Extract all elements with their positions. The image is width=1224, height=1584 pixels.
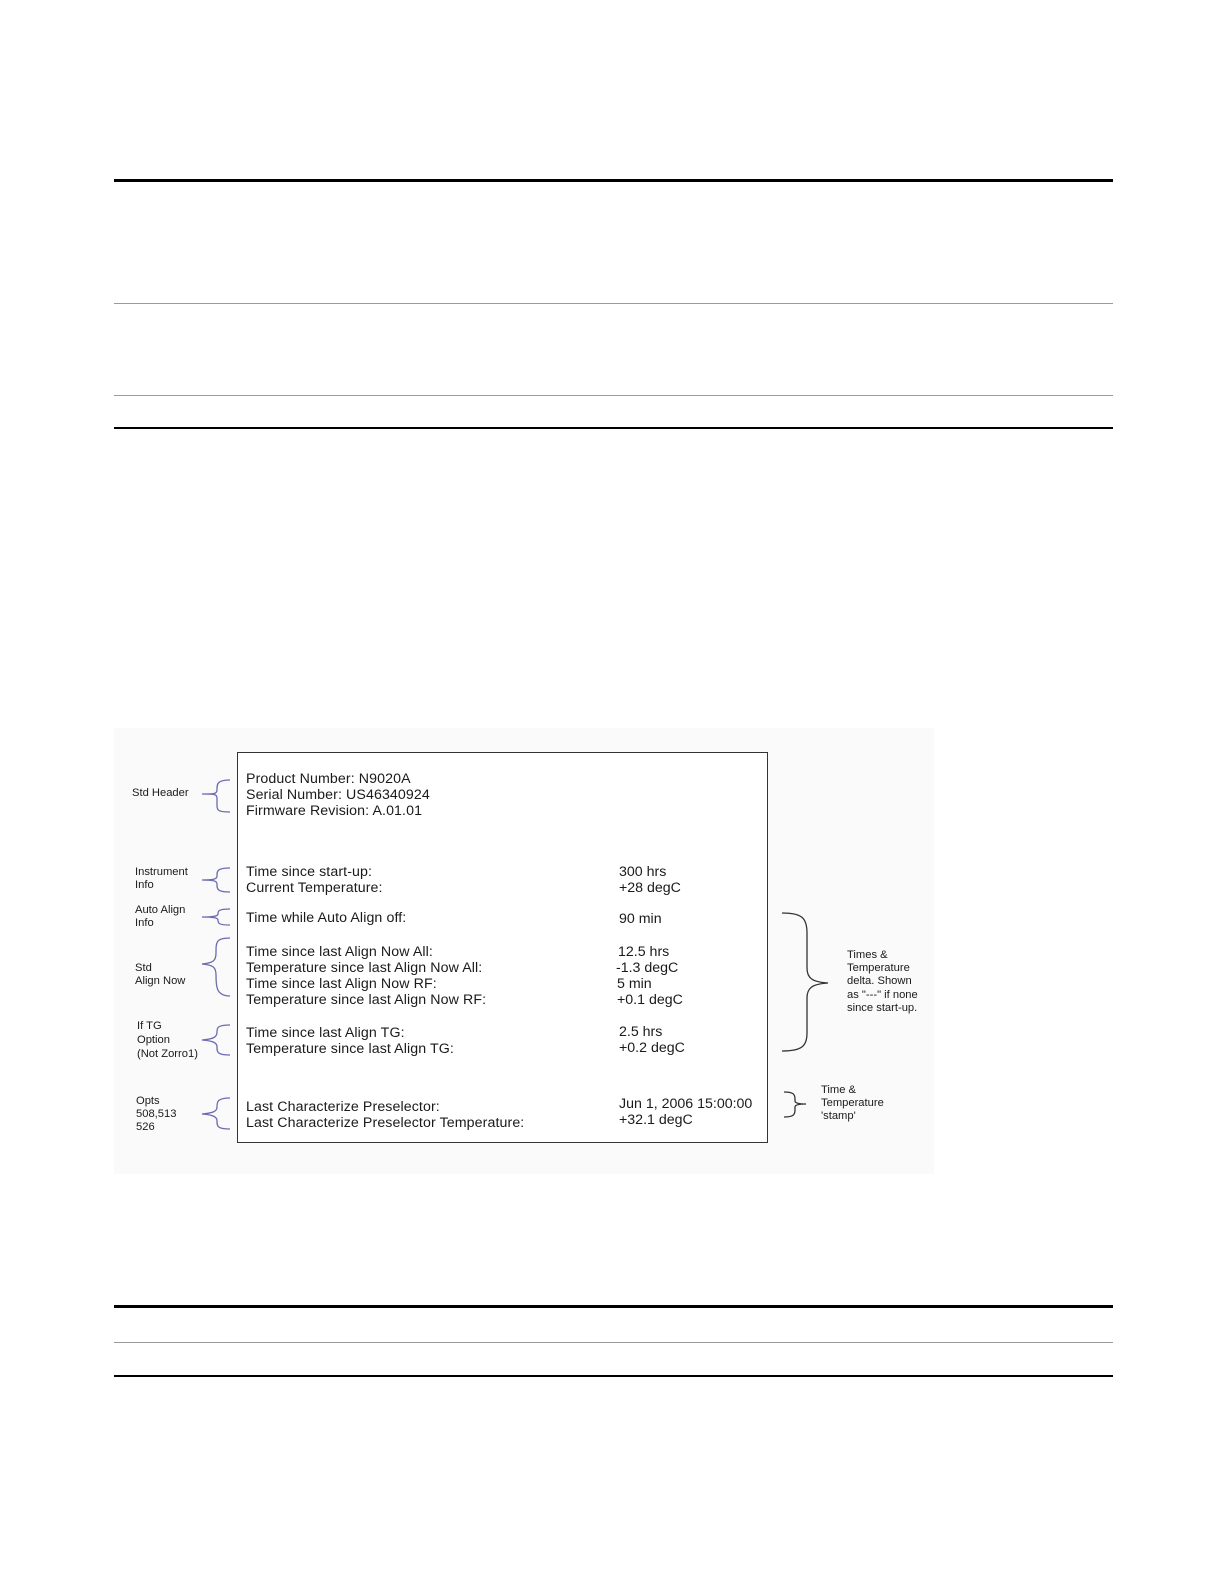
row-label: Time since last Align Now All: — [246, 944, 433, 960]
time-stamp-note-1: Time & — [821, 1084, 857, 1096]
row-value: +28 degC — [619, 880, 681, 896]
table-divider-1 — [114, 303, 1113, 304]
auto-align-info-label-2: Info — [135, 917, 154, 929]
auto-align-info-label-1: Auto Align — [135, 904, 186, 916]
times-delta-note-5: since start-up. — [847, 1002, 918, 1014]
row-value: 5 min — [617, 976, 652, 992]
std-align-now-label-2: Align Now — [135, 975, 186, 987]
row-value: +0.1 degC — [617, 992, 683, 1008]
row-value: 90 min — [619, 911, 662, 927]
times-delta-note-4: as "---" if none — [847, 989, 918, 1001]
row-label: Current Temperature: — [246, 880, 383, 896]
row-label: Temperature since last Align Now All: — [246, 960, 483, 976]
opts-label-1: Opts — [136, 1095, 160, 1107]
tg-option-label-3: (Not Zorro1) — [137, 1048, 198, 1060]
row-label: Time while Auto Align off: — [246, 910, 407, 926]
row-label: Temperature since last Align TG: — [246, 1041, 454, 1057]
row-label: Last Characterize Preselector Temperature: — [246, 1115, 525, 1131]
time-stamp-note-3: 'stamp' — [821, 1110, 856, 1122]
instrument-info-bracket — [202, 868, 230, 892]
alignment-status-figure — [114, 728, 934, 1174]
row-value: 2.5 hrs — [619, 1024, 663, 1040]
time-stamp-note-2: Temperature — [821, 1097, 884, 1109]
instrument-info-label-2: Info — [135, 879, 154, 891]
opts-label-2: 508,513 — [136, 1108, 177, 1120]
row-label: Time since start-up: — [246, 864, 373, 880]
tg-option-label-1: If TG — [137, 1020, 162, 1032]
times-delta-note-3: delta. Shown — [847, 975, 912, 987]
std-header-bracket — [202, 780, 230, 812]
std-align-now-label-1: Std — [135, 962, 152, 974]
instrument-info-label-1: Instrument — [135, 866, 188, 878]
times-delta-brace — [782, 913, 828, 1051]
row-label: Temperature since last Align Now RF: — [246, 992, 487, 1008]
auto-align-info-bracket — [202, 909, 230, 925]
alignment-status-box — [237, 752, 768, 1143]
times-delta-note-1: Times & — [847, 949, 888, 961]
times-delta-note-2: Temperature — [847, 962, 910, 974]
top-rule — [114, 179, 1113, 182]
row-value: 300 hrs — [619, 864, 667, 880]
lower-divider — [114, 1342, 1113, 1343]
row-value: 12.5 hrs — [618, 944, 670, 960]
lower-top-rule — [114, 1305, 1113, 1308]
time-stamp-brace — [784, 1092, 806, 1117]
row-label: Time since last Align TG: — [246, 1025, 405, 1041]
row-value: +0.2 degC — [619, 1040, 685, 1056]
row-label: Time since last Align Now RF: — [246, 976, 437, 992]
std-align-now-bracket — [202, 938, 230, 996]
opts-label-3: 526 — [136, 1121, 155, 1133]
std-header-label: Std Header — [132, 787, 189, 799]
row-value: -1.3 degC — [616, 960, 679, 976]
row-value: Jun 1, 2006 15:00:00 — [619, 1096, 753, 1112]
row-label: Last Characterize Preselector: — [246, 1099, 440, 1115]
tg-option-label-2: Option — [137, 1034, 170, 1046]
firmware-revision: Firmware Revision: A.01.01 — [246, 803, 423, 819]
row-value: +32.1 degC — [619, 1112, 693, 1128]
lower-bottom-rule — [114, 1375, 1113, 1377]
tg-option-bracket — [202, 1025, 230, 1055]
table-bottom-rule — [114, 427, 1113, 429]
serial-number: Serial Number: US46340924 — [246, 787, 430, 803]
product-number: Product Number: N9020A — [246, 771, 411, 787]
opts-bracket — [202, 1098, 230, 1129]
table-divider-2 — [114, 395, 1113, 396]
